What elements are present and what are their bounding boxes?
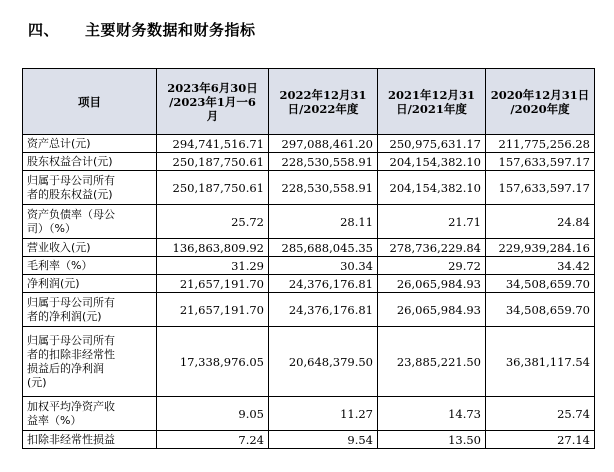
value-cell: 250,187,750.61 bbox=[157, 171, 269, 205]
value-cell: 26,065,984.93 bbox=[378, 275, 486, 293]
value-cell: 228,530,558.91 bbox=[269, 153, 378, 171]
table-row bbox=[23, 153, 595, 171]
table-row bbox=[23, 205, 595, 239]
header-period-3 bbox=[378, 69, 486, 135]
table-header-row bbox=[23, 69, 595, 135]
value-cell: 31.29 bbox=[157, 257, 269, 275]
header-line: 日/2021年度 bbox=[396, 101, 467, 116]
value-cell: 13.50 bbox=[378, 431, 486, 449]
value-cell: 211,775,256.28 bbox=[486, 135, 595, 153]
value-cell: 229,939,284.16 bbox=[486, 239, 595, 257]
value-cell: 297,088,461.20 bbox=[269, 135, 378, 153]
label-line: 资产负债率（母公 bbox=[27, 207, 115, 221]
value-cell: 9.54 bbox=[269, 431, 378, 449]
label-line: 者的净利润(元) bbox=[27, 309, 102, 323]
label-line: 毛利率（%） bbox=[27, 258, 93, 272]
table-row bbox=[23, 431, 595, 449]
label-line: 者的股东权益(元) bbox=[27, 187, 113, 201]
value-cell: 20,648,379.50 bbox=[269, 327, 378, 397]
value-cell: 21.71 bbox=[378, 205, 486, 239]
row-label bbox=[23, 153, 157, 171]
label-line: 加权平均净资产收 bbox=[27, 399, 115, 413]
value-cell: 278,736,229.84 bbox=[378, 239, 486, 257]
row-label bbox=[23, 257, 157, 275]
header-line: 月 bbox=[206, 108, 219, 123]
value-cell: 26,065,984.93 bbox=[378, 293, 486, 327]
header-line: 2020年12月31日 bbox=[490, 87, 590, 102]
value-cell: 294,741,516.71 bbox=[157, 135, 269, 153]
table-row bbox=[23, 257, 595, 275]
value-cell: 29.72 bbox=[378, 257, 486, 275]
value-cell: 24.84 bbox=[486, 205, 595, 239]
header-line: 项目 bbox=[78, 94, 101, 109]
header-line: 日/2022年度 bbox=[287, 101, 359, 116]
table-row bbox=[23, 275, 595, 293]
label-line: 扣除非经常性损益 bbox=[27, 432, 115, 446]
value-cell: 34,508,659.70 bbox=[486, 275, 595, 293]
table-row bbox=[23, 171, 595, 205]
row-label bbox=[23, 135, 157, 153]
header-line: 2023年6月30日 bbox=[167, 80, 258, 95]
section-title: 主要财务数据和财务指标 bbox=[85, 21, 256, 39]
value-cell: 136,863,809.92 bbox=[157, 239, 269, 257]
value-cell: 34.42 bbox=[486, 257, 595, 275]
row-label bbox=[23, 327, 157, 397]
value-cell: 34,508,659.70 bbox=[486, 293, 595, 327]
label-line: 司）（%） bbox=[27, 221, 76, 235]
header-item bbox=[23, 69, 157, 135]
section-heading bbox=[28, 19, 256, 40]
header-period-4 bbox=[486, 69, 595, 135]
row-label bbox=[23, 205, 157, 239]
table-row bbox=[23, 293, 595, 327]
label-line: 者的扣除非经常性 bbox=[27, 347, 115, 361]
value-cell: 11.27 bbox=[269, 397, 378, 431]
value-cell: 21,657,191.70 bbox=[157, 275, 269, 293]
value-cell: 7.24 bbox=[157, 431, 269, 449]
value-cell: 21,657,191.70 bbox=[157, 293, 269, 327]
table-row bbox=[23, 135, 595, 153]
label-line: 损益后的净利润 bbox=[27, 361, 104, 375]
value-cell: 204,154,382.10 bbox=[378, 153, 486, 171]
value-cell: 250,187,750.61 bbox=[157, 153, 269, 171]
value-cell: 28.11 bbox=[269, 205, 378, 239]
table-row bbox=[23, 397, 595, 431]
header-line: 2021年12月31 bbox=[387, 87, 475, 102]
value-cell: 23,885,221.50 bbox=[378, 327, 486, 397]
value-cell: 25.74 bbox=[486, 397, 595, 431]
value-cell: 228,530,558.91 bbox=[269, 171, 378, 205]
value-cell: 157,633,597.17 bbox=[486, 171, 595, 205]
value-cell: 36,381,117.54 bbox=[486, 327, 595, 397]
label-line: 股东权益合计(元) bbox=[27, 154, 113, 168]
value-cell: 30.34 bbox=[269, 257, 378, 275]
value-cell: 204,154,382.10 bbox=[378, 171, 486, 205]
value-cell: 24,376,176.81 bbox=[269, 275, 378, 293]
header-line: /2020年度 bbox=[510, 101, 570, 116]
value-cell: 27.14 bbox=[486, 431, 595, 449]
value-cell: 157,633,597.17 bbox=[486, 153, 595, 171]
table-body bbox=[23, 135, 595, 449]
label-line: (元) bbox=[27, 375, 47, 389]
value-cell: 285,688,045.35 bbox=[269, 239, 378, 257]
header-line: 2022年12月31 bbox=[279, 87, 367, 102]
header-line: /2023年1月一6 bbox=[169, 94, 256, 109]
table-row bbox=[23, 327, 595, 397]
value-cell: 17,338,976.05 bbox=[157, 327, 269, 397]
label-line: 归属于母公司所有 bbox=[27, 333, 115, 347]
label-line: 归属于母公司所有 bbox=[27, 295, 115, 309]
value-cell: 25.72 bbox=[157, 205, 269, 239]
label-line: 归属于母公司所有 bbox=[27, 173, 115, 187]
row-label bbox=[23, 293, 157, 327]
value-cell: 9.05 bbox=[157, 397, 269, 431]
header-period-2 bbox=[269, 69, 378, 135]
row-label bbox=[23, 431, 157, 449]
table-row bbox=[23, 239, 595, 257]
row-label bbox=[23, 275, 157, 293]
section-number: 四、 bbox=[28, 21, 60, 39]
value-cell: 24,376,176.81 bbox=[269, 293, 378, 327]
row-label bbox=[23, 239, 157, 257]
label-line: 益率（%） bbox=[27, 413, 82, 427]
label-line: 营业收入(元) bbox=[27, 240, 91, 254]
row-label bbox=[23, 171, 157, 205]
label-line: 净利润(元) bbox=[27, 276, 80, 290]
row-label bbox=[23, 397, 157, 431]
header-period-1 bbox=[157, 69, 269, 135]
value-cell: 250,975,631.17 bbox=[378, 135, 486, 153]
value-cell: 14.73 bbox=[378, 397, 486, 431]
label-line: 资产总计(元) bbox=[27, 136, 91, 150]
financial-table bbox=[22, 68, 595, 449]
